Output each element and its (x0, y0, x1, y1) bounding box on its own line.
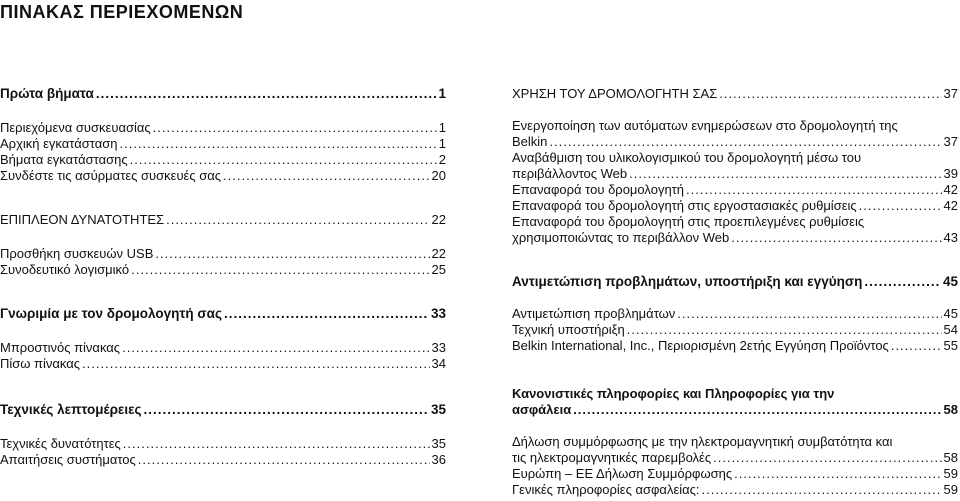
toc-entry-last-line (512, 230, 958, 246)
toc-entry-page-number: 37 (943, 134, 958, 149)
toc-entry-connect-wireless-devices (0, 168, 446, 184)
toc-entry-limited-warranty (512, 338, 958, 354)
toc-entry-label: Πίσω πίνακας (0, 356, 81, 371)
toc-entry-label: Ευρώπη – ΕΕ Δήλωση Συμμόρφωσης (512, 466, 733, 481)
toc-entry-label: Belkin International, Inc., Περιορισμένη 2ετής Εγγύηση Προϊόντος (512, 338, 889, 353)
toc-dot-leader (549, 134, 941, 150)
toc-entry-page-number: 42 (943, 182, 958, 197)
toc-entry-label-line: Επαναφορά του δρομολογητή στις προεπιλεγμένες ρυθμίσεις (512, 214, 865, 229)
toc-entry-label-line: Δήλωση συμμόρφωσης με την ηλεκτρομαγνητική συμβατότητα και (512, 434, 893, 449)
toc-dot-leader (96, 86, 437, 102)
toc-entry-label-line: Ενεργοποίηση των αυτόματων ενημερώσεων στο δρομολογητή της (512, 118, 898, 133)
toc-entry-label: Επαναφορά του δρομολογητή (512, 182, 685, 197)
toc-entry-default-reset-web (512, 214, 958, 246)
toc-entry-system-requirements (0, 452, 446, 468)
toc-entry-label: Τεχνική υποστήριξη (512, 322, 625, 337)
toc-entry-label: ΕΠΙΠΛΕΟΝ ΔΥΝΑΤΟΤΗΤΕΣ (0, 212, 165, 227)
toc-dot-leader (166, 212, 429, 228)
toc-entry-emc-emi (512, 434, 958, 466)
toc-dot-leader (859, 198, 942, 214)
toc-entry-label: Γνωριμία με τον δρομολογητή σας (0, 306, 222, 321)
toc-entry-page-number: 43 (943, 230, 958, 245)
toc-dot-leader (155, 246, 429, 262)
toc-entry-label: Προσθήκη συσκευών USB (0, 246, 154, 261)
toc-dot-leader (713, 450, 941, 466)
toc-entry-label-line: χρησιμοποιώντας το περιβάλλον Web (512, 230, 730, 245)
toc-entry-label-line: ασφάλεια (512, 402, 572, 417)
toc-dot-leader (702, 482, 942, 498)
toc-entry-troubleshooting (512, 306, 958, 322)
toc-dot-leader (82, 356, 429, 372)
toc-entry-page-number: 54 (943, 322, 958, 337)
toc-entry-page-number: 42 (943, 198, 958, 213)
toc-dot-leader (224, 306, 429, 322)
toc-entry-label: Μπροστινός πίνακας (0, 340, 121, 355)
toc-entry-page-number: 1 (438, 136, 446, 151)
toc-dot-leader (130, 152, 437, 168)
toc-entry-page-number: 59 (943, 466, 958, 481)
toc-entry-label: Απαιτήσεις συστήματος (0, 452, 136, 467)
toc-dot-leader (131, 262, 429, 278)
toc-entry-first-steps (0, 86, 446, 102)
toc-dot-leader (686, 182, 941, 198)
toc-entry-page-number: 36 (431, 452, 446, 467)
toc-dot-leader (138, 452, 430, 468)
toc-entry-general-safety (512, 482, 958, 498)
document-title: ΠΙΝΑΚΑΣ ΠΕΡΙΕΧΟΜΕΝΩΝ (0, 2, 244, 22)
toc-entry-front-panel (0, 340, 446, 356)
toc-entry-page-number: 25 (431, 262, 446, 277)
toc-entry-package-contents (0, 120, 446, 136)
toc-entry-page-number: 22 (431, 246, 446, 261)
toc-entry-page-number: 55 (943, 338, 958, 353)
toc-dot-leader (573, 402, 941, 418)
toc-entry-page-number: 39 (943, 166, 958, 181)
toc-entry-page-number: 35 (430, 402, 446, 417)
toc-dot-leader (223, 168, 429, 184)
toc-entry-page-number: 2 (438, 152, 446, 167)
toc-entry-last-line (512, 166, 958, 182)
toc-entry-label: Αρχική εγκατάσταση (0, 136, 118, 151)
toc-dot-leader (122, 340, 429, 356)
toc-entry-get-to-know-router (0, 306, 446, 322)
toc-entry-label-line: Belkin (512, 134, 548, 149)
toc-entry-enable-auto-updates (512, 118, 958, 150)
toc-entry-page-number: 35 (431, 436, 446, 451)
toc-entry-label-line: περιβάλλοντος Web (512, 166, 628, 181)
toc-entry-label: ΧΡΗΣΗ ΤΟΥ ΔΡΟΜΟΛΟΓΗΤΗ ΣΑΣ (512, 86, 718, 101)
toc-dot-leader (677, 306, 941, 322)
toc-entry-technical-support (512, 322, 958, 338)
toc-entry-label-line: Κανονιστικές πληροφορίες και Πληροφορίες για την (512, 386, 835, 401)
toc-entry-page-number: 33 (430, 306, 446, 321)
toc-entry-page-number: 58 (943, 450, 958, 465)
toc-entry-page-number: 33 (431, 340, 446, 355)
toc-entry-firmware-upgrade-web (512, 150, 958, 182)
toc-entry-router-reset (512, 182, 958, 198)
toc-entry-page-number: 1 (438, 86, 446, 101)
toc-dot-leader (123, 436, 430, 452)
toc-entry-page-number: 45 (943, 306, 958, 321)
toc-entry-companion-software (0, 262, 446, 278)
toc-dot-leader (153, 120, 437, 136)
toc-dot-leader (119, 136, 436, 152)
toc-entry-eu-declaration (512, 466, 958, 482)
toc-entry-page-number: 20 (431, 168, 446, 183)
toc-entry-last-line (512, 450, 958, 466)
toc-entry-troubleshooting-support-warranty (512, 274, 958, 290)
toc-entry-factory-reset (512, 198, 958, 214)
toc-entry-label: Συνοδευτικό λογισμικό (0, 262, 130, 277)
toc-entry-last-line (512, 402, 958, 418)
toc-entry-page-number: 22 (431, 212, 446, 227)
toc-entry-page-number: 34 (431, 356, 446, 371)
toc-entry-label: Τεχνικές δυνατότητες (0, 436, 121, 451)
toc-entry-label-line: τις ηλεκτρομαγνητικές παρεμβολές (512, 450, 712, 465)
toc-dot-leader (864, 274, 941, 290)
toc-entry-label: Γενικές πληροφορίες ασφαλείας: (512, 482, 700, 497)
toc-dot-leader (629, 166, 941, 182)
toc-entry-additional-features (0, 212, 446, 228)
toc-dot-leader (719, 86, 941, 102)
toc-dot-leader (734, 466, 941, 482)
toc-entry-page-number: 37 (943, 86, 958, 101)
toc-entry-technical-details (0, 402, 446, 418)
toc-entry-last-line (512, 134, 958, 150)
toc-entry-back-panel (0, 356, 446, 372)
toc-dot-leader (627, 322, 942, 338)
toc-dot-leader (144, 402, 429, 418)
toc-entry-label: Τεχνικές λεπτομέρειες (0, 402, 142, 417)
toc-entry-add-usb-devices (0, 246, 446, 262)
toc-entry-router-usage (512, 86, 958, 102)
toc-entry-installation-steps (0, 152, 446, 168)
toc-entry-page-number: 58 (943, 402, 958, 417)
toc-entry-page-number: 59 (943, 482, 958, 497)
toc-entry-label: Συνδέστε τις ασύρματες συσκευές σας (0, 168, 222, 183)
toc-entry-technical-features (0, 436, 446, 452)
toc-entry-page-number: 1 (438, 120, 446, 135)
toc-entry-regulatory-safety (512, 386, 958, 418)
toc-entry-page-number: 45 (942, 274, 958, 289)
toc-entry-label: Περιεχόμενα συσκευασίας (0, 120, 151, 135)
toc-entry-initial-setup (0, 136, 446, 152)
toc-dot-leader (891, 338, 942, 354)
toc-entry-label: Αντιμετώπιση προβλημάτων, υποστήριξη και εγγύηση (512, 274, 863, 289)
toc-entry-label: Πρώτα βήματα (0, 86, 94, 101)
toc-entry-label-line: Αναβάθμιση του υλικολογισμικού του δρομολογητή μέσω του (512, 150, 862, 165)
toc-dot-leader (731, 230, 941, 246)
toc-entry-label: Επαναφορά του δρομολογητή στις εργοστασιακές ρυθμίσεις (512, 198, 857, 213)
toc-entry-label: Αντιμετώπιση προβλημάτων (512, 306, 676, 321)
toc-entry-label: Βήματα εγκατάστασης (0, 152, 128, 167)
